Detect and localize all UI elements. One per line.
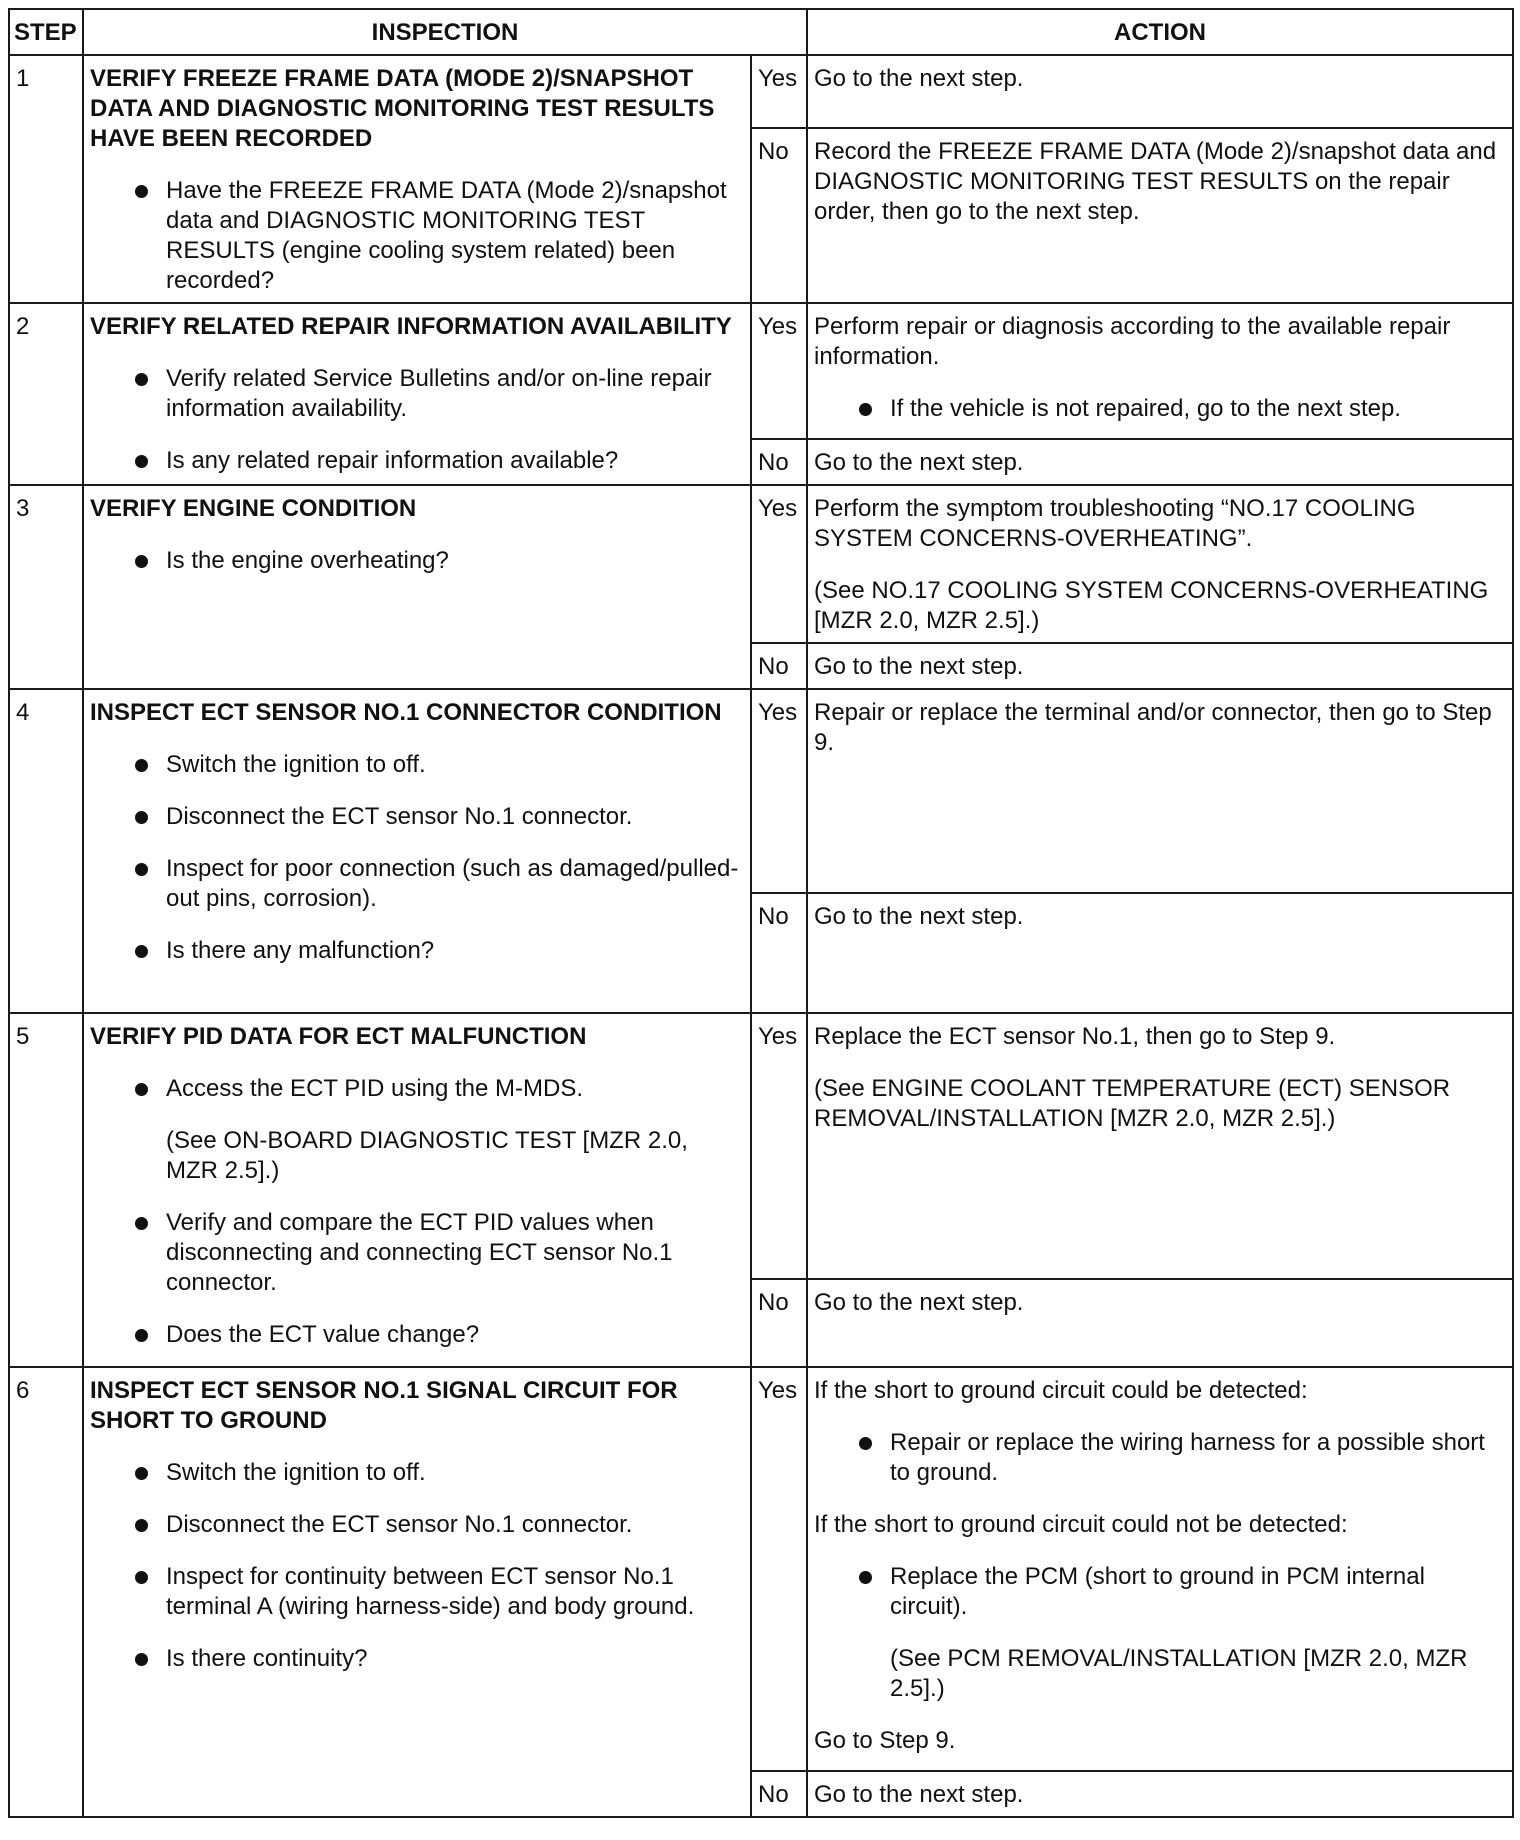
- yes-label: Yes: [751, 485, 807, 643]
- yes-action-cell: [807, 1367, 1513, 1771]
- no-label: No: [751, 893, 807, 1013]
- action-item: If the vehicle is not repaired, go to the next step.: [814, 394, 1506, 424]
- inspection-title: VERIFY ENGINE CONDITION: [90, 495, 417, 522]
- action-header: ACTION: [807, 9, 1513, 55]
- inspection-cell: [83, 1013, 751, 1367]
- diagnostic-procedure-table: [8, 8, 1514, 1818]
- no-action: Go to the next step.: [807, 893, 1513, 1013]
- step-number: 3: [9, 485, 83, 689]
- yes-condition: If the short to ground circuit could be detected:: [814, 1377, 1308, 1404]
- header-row: [9, 9, 1513, 55]
- inspection-item: Is any related repair information available?: [90, 446, 744, 476]
- yes-label: Yes: [751, 303, 807, 439]
- inspection-item: Does the ECT value change?: [90, 1320, 744, 1350]
- inspection-item: Switch the ignition to off.: [90, 1458, 744, 1488]
- inspection-item: Is the engine overheating?: [90, 546, 744, 576]
- inspection-item: Inspect for continuity between ECT sensor No.1 terminal A (wiring harness-side) and body ground.: [90, 1562, 744, 1622]
- yes-reference: (See PCM REMOVAL/INSTALLATION [MZR 2.0, MZR 2.5].): [890, 1645, 1468, 1702]
- inspection-item: Disconnect the ECT sensor No.1 connector.: [90, 802, 744, 832]
- yes-action-cell: [807, 303, 1513, 439]
- yes-action: Repair or replace the terminal and/or connector, then go to Step 9.: [807, 689, 1513, 893]
- step-number: 6: [9, 1367, 83, 1817]
- inspection-item: Switch the ignition to off.: [90, 750, 744, 780]
- action-list: [814, 394, 1506, 424]
- inspection-list: [90, 546, 744, 576]
- inspection-cell: [83, 1367, 751, 1817]
- no-action: Go to the next step.: [807, 1771, 1513, 1817]
- step-3-yes-row: [9, 485, 1513, 643]
- step-1-yes-row: [9, 55, 1513, 128]
- yes-action: Replace the ECT sensor No.1, then go to Step 9.: [814, 1023, 1336, 1050]
- action-list: [814, 1562, 1506, 1622]
- yes-action-cell: [807, 1013, 1513, 1279]
- action-list: [814, 1428, 1506, 1488]
- step-number: 2: [9, 303, 83, 485]
- inspection-item: Verify and compare the ECT PID values when disconnecting and connecting ECT sensor No.1 connector.: [90, 1208, 744, 1298]
- step-4-yes-row: [9, 689, 1513, 893]
- step-header: STEP: [9, 9, 83, 55]
- yes-label: Yes: [751, 1367, 807, 1771]
- yes-label: Yes: [751, 55, 807, 128]
- no-action: Record the FREEZE FRAME DATA (Mode 2)/snapshot data and DIAGNOSTIC MONITORING TEST RESULTS on the repair order, then go to the next step.: [807, 128, 1513, 303]
- inspection-list: [90, 176, 744, 296]
- inspection-title: VERIFY PID DATA FOR ECT MALFUNCTION: [90, 1023, 587, 1050]
- yes-action: Go to the next step.: [807, 55, 1513, 128]
- inspection-item: Is there continuity?: [90, 1644, 744, 1674]
- yes-condition: If the short to ground circuit could not be detected:: [814, 1511, 1348, 1538]
- inspection-cell: [83, 689, 751, 1013]
- inspection-list: [90, 750, 744, 966]
- yes-reference: (See NO.17 COOLING SYSTEM CONCERNS-OVERHEATING [MZR 2.0, MZR 2.5].): [814, 577, 1489, 634]
- yes-action-cell: [807, 485, 1513, 643]
- no-label: No: [751, 643, 807, 689]
- inspection-cell: [83, 303, 751, 485]
- inspection-title: VERIFY RELATED REPAIR INFORMATION AVAILABILITY: [90, 313, 732, 340]
- yes-label: Yes: [751, 689, 807, 893]
- step-number: 4: [9, 689, 83, 1013]
- inspection-item: Is there any malfunction?: [90, 936, 744, 966]
- step-number: 1: [9, 55, 83, 303]
- inspection-item: Access the ECT PID using the M-MDS.: [90, 1074, 744, 1104]
- inspection-item: Disconnect the ECT sensor No.1 connector.: [90, 1510, 744, 1540]
- yes-label: Yes: [751, 1013, 807, 1279]
- inspection-reference: (See ON-BOARD DIAGNOSTIC TEST [MZR 2.0, MZR 2.5].): [166, 1127, 688, 1184]
- no-action: Go to the next step.: [807, 643, 1513, 689]
- yes-action: Perform repair or diagnosis according to the available repair information.: [814, 313, 1451, 370]
- no-label: No: [751, 439, 807, 485]
- step-number: 5: [9, 1013, 83, 1367]
- yes-reference: (See ENGINE COOLANT TEMPERATURE (ECT) SENSOR REMOVAL/INSTALLATION [MZR 2.0, MZR 2.5].): [814, 1075, 1451, 1132]
- no-action: Go to the next step.: [807, 1279, 1513, 1367]
- inspection-list: [90, 1458, 744, 1674]
- inspection-cell: [83, 55, 751, 303]
- no-action: Go to the next step.: [807, 439, 1513, 485]
- yes-action: Perform the symptom troubleshooting “NO.17 COOLING SYSTEM CONCERNS-OVERHEATING”.: [814, 495, 1416, 552]
- no-label: No: [751, 1279, 807, 1367]
- inspection-list: [90, 1074, 744, 1104]
- inspection-cell: [83, 485, 751, 689]
- inspection-item: Have the FREEZE FRAME DATA (Mode 2)/snapshot data and DIAGNOSTIC MONITORING TEST RESULTS (engine cooling system related) been recorded?: [90, 176, 744, 296]
- action-item: Replace the PCM (short to ground in PCM internal circuit).: [814, 1562, 1506, 1622]
- inspection-title: VERIFY FREEZE FRAME DATA (MODE 2)/SNAPSHOT DATA AND DIAGNOSTIC MONITORING TEST RESULTS HAVE BEEN RECORDED: [90, 65, 715, 152]
- step-5-yes-row: [9, 1013, 1513, 1279]
- inspection-list: [90, 1208, 744, 1350]
- inspection-item: Verify related Service Bulletins and/or on-line repair information availability.: [90, 364, 744, 424]
- yes-next-step: Go to Step 9.: [814, 1727, 956, 1754]
- inspection-title: INSPECT ECT SENSOR NO.1 SIGNAL CIRCUIT FOR SHORT TO GROUND: [90, 1377, 678, 1434]
- no-label: No: [751, 1771, 807, 1817]
- step-2-yes-row: [9, 303, 1513, 439]
- no-label: No: [751, 128, 807, 303]
- step-6-yes-row: [9, 1367, 1513, 1771]
- action-item: Repair or replace the wiring harness for a possible short to ground.: [814, 1428, 1506, 1488]
- inspection-title: INSPECT ECT SENSOR NO.1 CONNECTOR CONDITION: [90, 699, 722, 726]
- inspection-header: INSPECTION: [83, 9, 807, 55]
- inspection-item: Inspect for poor connection (such as damaged/pulled-out pins, corrosion).: [90, 854, 744, 914]
- inspection-list: [90, 364, 744, 476]
